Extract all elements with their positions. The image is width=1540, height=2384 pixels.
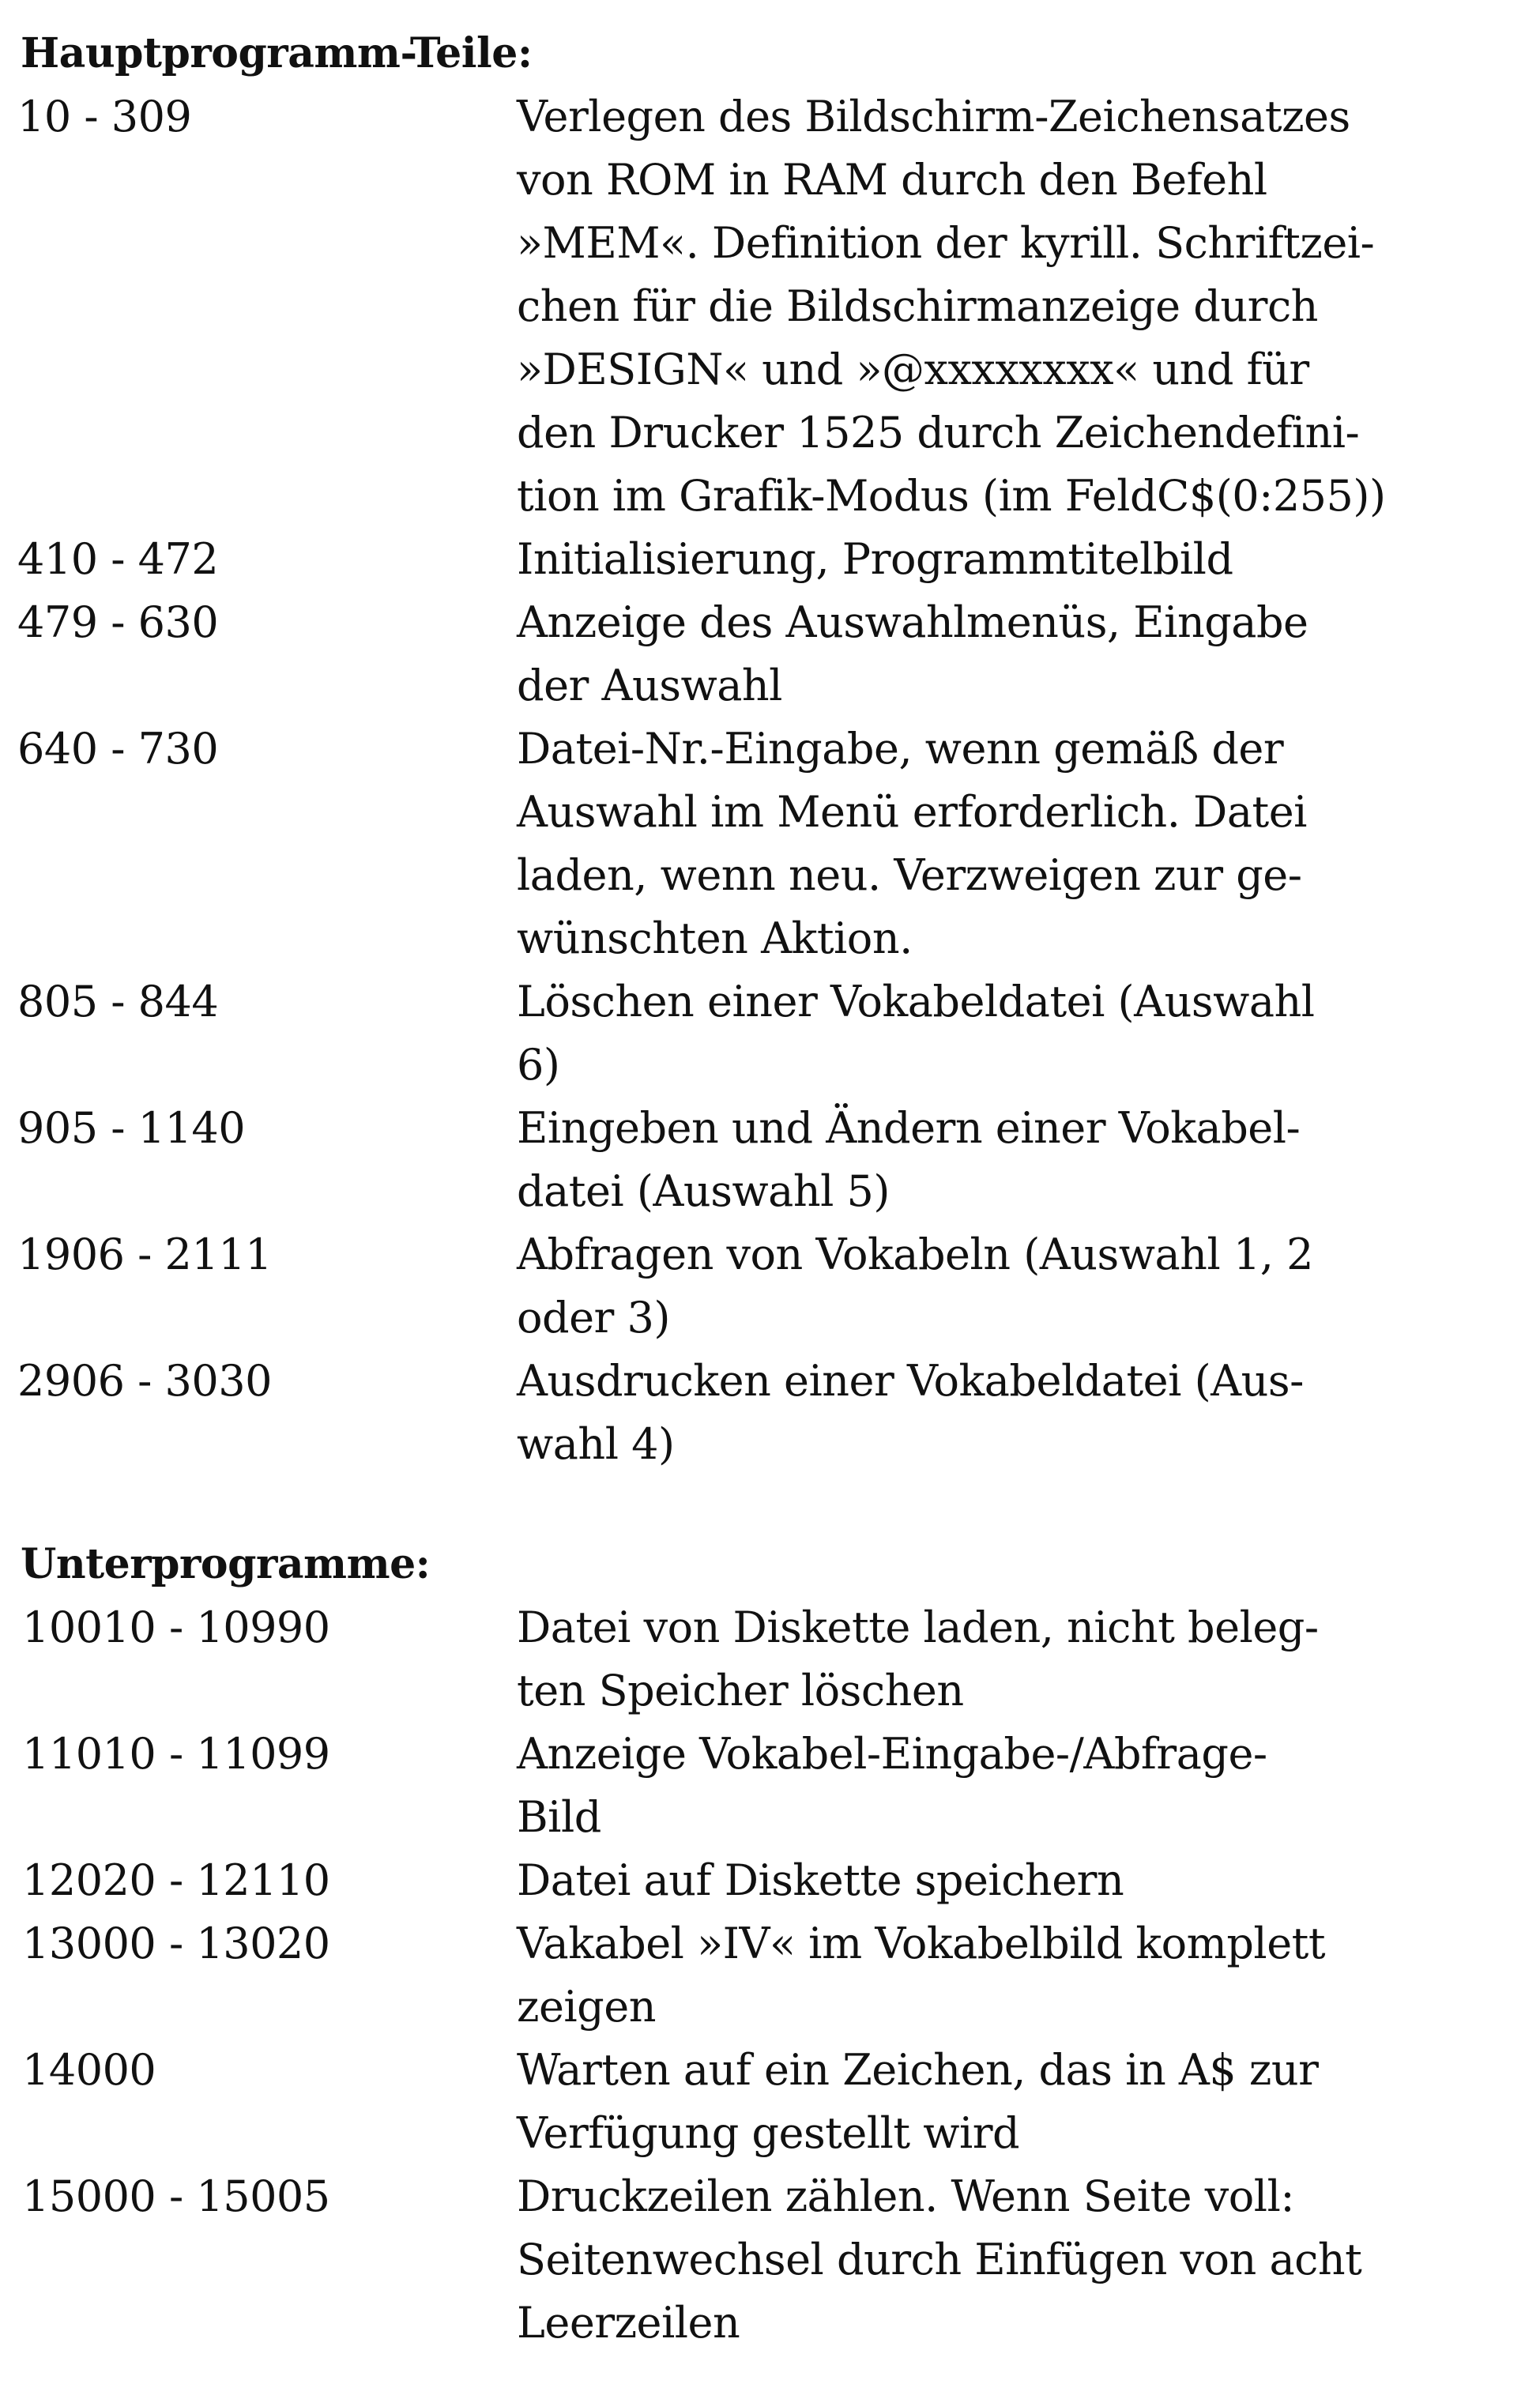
line-range: 2906 - 3030 (17, 1356, 272, 1406)
table-row (0, 1849, 1540, 1912)
description-line: Datei von Diskette laden, nicht beleg- (517, 1603, 1319, 1652)
description-line: tion im Grafik-Modus (im FeldC$(0:255)) (517, 471, 1386, 521)
description-line: Löschen einer Vokabeldatei (Auswahl (517, 977, 1315, 1026)
description-line: »MEM«. Definition der kyrill. Schriftzei- (517, 218, 1375, 268)
table-row (0, 528, 1540, 591)
description-line: wahl 4) (517, 1419, 675, 1469)
table-row (0, 970, 1540, 1097)
description-line: laden, wenn neu. Verzweigen zur ge- (517, 850, 1302, 900)
table-row (0, 2039, 1540, 2165)
description-line: oder 3) (517, 1293, 670, 1343)
table-row (0, 1912, 1540, 2039)
description-line: Anzeige des Auswahlmenüs, Eingabe (517, 597, 1308, 647)
description-line: Verlegen des Bildschirm-Zeichensatzes (517, 92, 1350, 141)
description-line: Ausdrucken einer Vokabeldatei (Aus- (517, 1356, 1304, 1406)
description-line: den Drucker 1525 durch Zeichendefini- (517, 408, 1360, 458)
description (517, 1097, 1533, 1223)
description (517, 1912, 1533, 2039)
line-range: 10010 - 10990 (22, 1603, 330, 1652)
line-range: 13000 - 13020 (22, 1919, 330, 1968)
description-line: Seitenwechsel durch Einfügen von acht (517, 2235, 1362, 2284)
line-range: 14000 (22, 2045, 156, 2095)
description-line: von ROM in RAM durch den Befehl (517, 155, 1267, 205)
line-range: 410 - 472 (17, 534, 219, 584)
line-range: 12020 - 12110 (22, 1855, 330, 1905)
description-line: zeigen (517, 1982, 656, 2032)
description-line: ten Speicher löschen (517, 1666, 964, 1716)
table-row (0, 591, 1540, 717)
description-line: Bild (517, 1792, 601, 1842)
description (517, 1350, 1533, 1476)
description-line: »DESIGN« und »@xxxxxxxx« und für (517, 345, 1309, 394)
description-line: Vakabel »IV« im Vokabelbild komplett (517, 1919, 1326, 1968)
table-row (0, 1723, 1540, 1849)
description-line: Druckzeilen zählen. Wenn Seite voll: (517, 2171, 1295, 2221)
line-range: 640 - 730 (17, 724, 219, 774)
description-line: Abfragen von Vokabeln (Auswahl 1, 2 (517, 1230, 1313, 1279)
table-row (0, 1596, 1540, 1723)
description-line: Auswahl im Menü erforderlich. Datei (517, 787, 1307, 837)
description (517, 1849, 1533, 1912)
table-row (0, 1350, 1540, 1476)
description (517, 717, 1533, 970)
line-range: 805 - 844 (17, 977, 219, 1026)
description-line: Datei auf Diskette speichern (517, 1855, 1124, 1905)
description-line: Datei-Nr.-Eingabe, wenn gemäß der (517, 724, 1284, 774)
table-row (0, 717, 1540, 970)
description (517, 1723, 1533, 1849)
description-line: der Auswahl (517, 661, 782, 710)
description (517, 1596, 1533, 1723)
description-line: wünschten Aktion. (517, 913, 913, 963)
description (517, 85, 1533, 528)
description (517, 2165, 1533, 2355)
line-range: 10 - 309 (17, 92, 192, 141)
description-line: Anzeige Vokabel-Eingabe-/Abfrage- (517, 1729, 1267, 1779)
description-line: Leerzeilen (517, 2298, 740, 2348)
main-program-list (0, 85, 1540, 1476)
main-program-heading: Hauptprogramm-Teile: (21, 29, 533, 77)
table-row (0, 1223, 1540, 1350)
subroutines-heading: Unterprogramme: (21, 1540, 431, 1588)
description-line: Eingeben und Ändern einer Vokabel- (517, 1103, 1301, 1153)
description-line: datei (Auswahl 5) (517, 1166, 890, 1216)
description (517, 1223, 1533, 1350)
table-row (0, 85, 1540, 528)
line-range: 479 - 630 (17, 597, 219, 647)
description-line: chen für die Bildschirmanzeige durch (517, 281, 1318, 331)
table-row (0, 1097, 1540, 1223)
description-line: Verfügung gestellt wird (517, 2108, 1020, 2158)
description (517, 970, 1533, 1097)
line-range: 11010 - 11099 (22, 1729, 330, 1779)
subroutine-list (0, 1596, 1540, 2355)
line-range: 1906 - 2111 (17, 1230, 272, 1279)
table-row (0, 2165, 1540, 2355)
line-range: 905 - 1140 (17, 1103, 246, 1153)
line-range: 15000 - 15005 (22, 2171, 330, 2221)
description (517, 591, 1533, 717)
description (517, 2039, 1533, 2165)
description-line: 6) (517, 1040, 560, 1090)
description-line: Initialisierung, Programmtitelbild (517, 534, 1233, 584)
description-line: Warten auf ein Zeichen, das in A$ zur (517, 2045, 1319, 2095)
description (517, 528, 1533, 591)
